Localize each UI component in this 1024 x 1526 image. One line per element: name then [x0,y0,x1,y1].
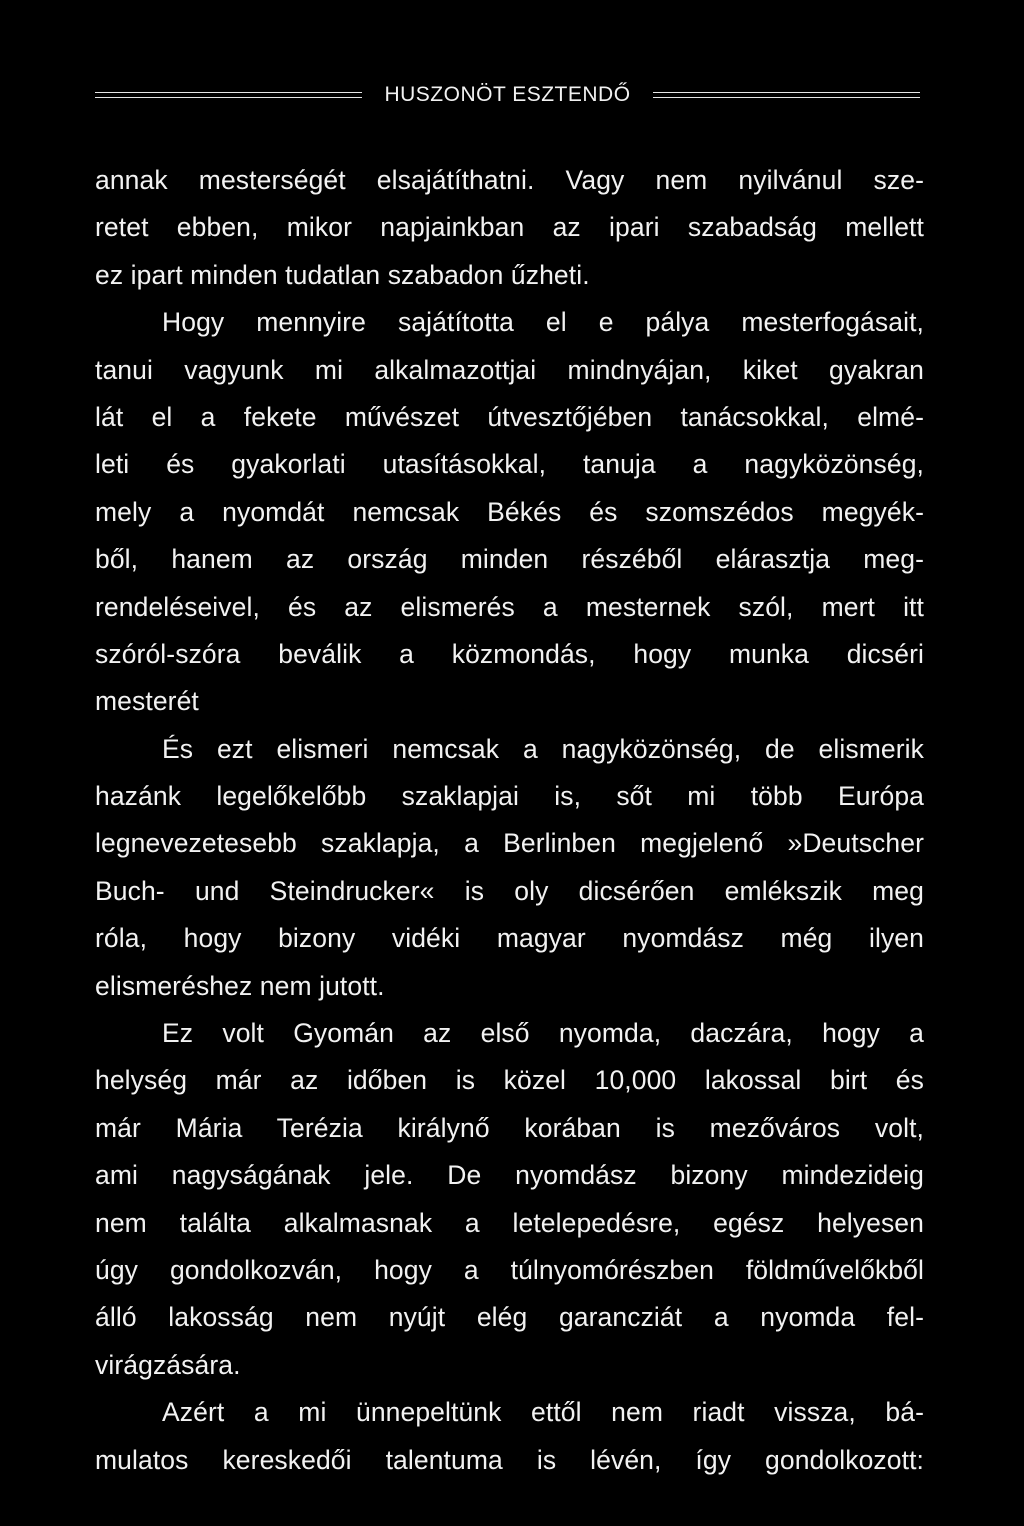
text-line: helység már az időben is közel 10,000 lakossal birt és [95,1065,924,1096]
text-line: mulatos kereskedői talentuma is lévén, így gondolkozott: [95,1444,924,1475]
text-line: úgy gondolkozván, hogy a túlnyomórészben földművelőkből [95,1254,924,1285]
text-line: retet ebben, mikor napjainkban az ipari szabadság mellett [95,212,924,243]
text-line: ből, hanem az ország minden részéből elárasztja meg- [95,544,924,575]
text-line: nem találta alkalmasnak a letelepedésre, egész helyesen [95,1207,924,1238]
text-line: Hogy mennyire sajátította el e pálya mesterfogásait, [162,307,924,338]
text-line: ami nagyságának jele. De nyomdász bizony mindezideig [95,1160,924,1191]
left-double-rule [95,92,362,98]
text-line: szóról-szóra beválik a közmondás, hogy munka dicséri [95,638,924,669]
text-line: lát el a fekete művészet útvesztőjében tanácsokkal, elmé- [95,401,924,432]
text-line: mely a nyomdát nemcsak Békés és szomszédos megyék- [95,496,924,527]
text-line: Ez volt Gyomán az első nyomda, daczára, hogy a [162,1018,924,1049]
text-line: leti és gyakorlati utasításokkal, tanuja a nagyközönség, [95,449,924,480]
text-line: róla, hogy bizony vidéki magyar nyomdász még ilyen [95,923,924,954]
body-text [95,157,924,1484]
text-line: És ezt elismeri nemcsak a nagyközönség, de elismerik [162,733,924,764]
running-title: HUSZONÖT ESZTENDŐ [384,83,631,106]
running-head [95,80,920,110]
text-line: álló lakosság nem nyújt elég garancziát a nyomda fel- [95,1302,924,1333]
text-line: Buch- und Steindrucker« is oly dicsérően emlékszik meg [95,875,924,906]
text-line: legnevezetesebb szaklapja, a Berlinben megjelenő »Deutscher [95,828,924,859]
text-line: tanui vagyunk mi alkalmazottjai mindnyájan, kiket gyakran [95,354,924,385]
text-line: mesterét [95,686,199,717]
text-line: hazánk legelőkelőbb szaklapjai is, sőt mi több Európa [95,781,924,812]
text-line: Azért a mi ünnepeltünk ettől nem riadt vissza, bá- [162,1397,924,1428]
right-double-rule [653,92,920,98]
text-line: ez ipart minden tudatlan szabadon űzheti. [95,259,590,290]
text-line: rendeléseivel, és az elismerés a mesternek szól, mert itt [95,591,924,622]
text-line: virágzására. [95,1349,241,1380]
text-line: már Mária Terézia királynő korában is mezőváros volt, [95,1112,924,1143]
text-line: elismeréshez nem jutott. [95,970,385,1001]
text-line: annak mesterségét elsajátíthatni. Vagy nem nyilvánul sze- [95,165,924,195]
